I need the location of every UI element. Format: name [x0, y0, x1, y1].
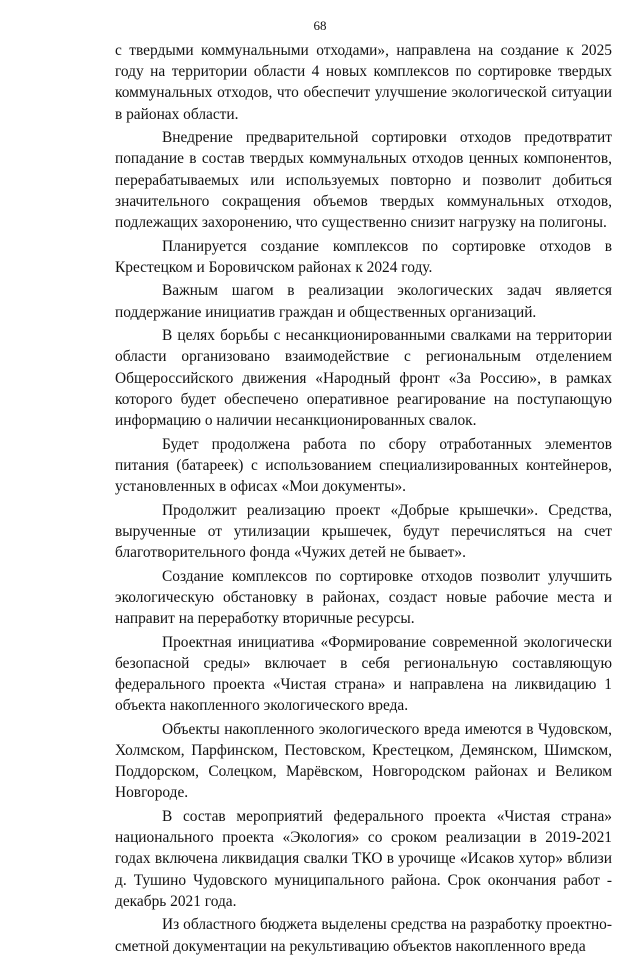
- paragraph: с твердыми коммунальными отходами», направлена на создание к 2025 году на территории области 4 новых комплексов по сортировке твердых коммунальных отходов, что обеспечит улучшение экологической ситуации в районах области.: [115, 42, 612, 123]
- page-number: 68: [313, 18, 327, 33]
- paragraph: В состав мероприятий федерального проекта «Чистая страна» национального проекта «Экология» со сроком реализации в 2019-2021 годах включена ликвидация свалки ТКО в урочище «Исаков хутор» вблизи д. Тушино Чудовского муниципального района. Срок окончания работ - декабрь 2021 года.: [115, 808, 612, 910]
- paragraph: Планируется создание комплексов по сортировке отходов в Крестецком и Боровичском районах к 2024 году.: [115, 237, 612, 276]
- document-body: [115, 40, 612, 959]
- paragraph: Продолжит реализацию проект «Добрые крышечки». Средства, вырученные от утилизации крышечек, будут перечисляться на счет благотворительного фонда «Чужих детей не бывает».: [115, 501, 612, 562]
- paragraph: Важным шагом в реализации экологических задач является поддержание инициатив граждан и общественных организаций.: [115, 282, 612, 321]
- paragraph: Из областного бюджета выделены средства на разработку проектно-сметной документации на рекультивацию объектов накопленного вреда: [115, 916, 612, 955]
- paragraph: Создание комплексов по сортировке отходов позволит улучшить экологическую обстановку в районах, создаст новые рабочие места и направит на переработку вторичные ресурсы.: [115, 567, 612, 628]
- paragraph: Проектная инициатива «Формирование современной экологически безопасной среды» включает в себя региональную составляющую федерального проекта «Чистая страна» и направлена на ликвидацию 1 объекта накопленного экологического вреда.: [115, 633, 612, 715]
- paragraph: Внедрение предварительной сортировки отходов предотвратит попадание в состав твердых коммунальных отходов ценных компонентов, перерабатываемых или используемых повторно и позволит добиться значительного сокращения объемов твердых коммунальных отходов, подлежащих захоронению, что существенно снизит нагрузку на полигоны.: [115, 129, 612, 232]
- paragraph: Будет продолжена работа по сбору отработанных элементов питания (батареек) с использованием специализированных контейнеров, установленных в офисах «Мои документы».: [115, 435, 612, 496]
- paragraph: В целях борьбы с несанкционированными свалками на территории области организовано взаимодействие с региональным отделением Общероссийского движения «Народный фронт «За Россию», в рамках которого будет обеспечено оперативное реагирование на поступающую информацию о наличии несанкционированных свалок.: [115, 327, 612, 430]
- paragraph: Объекты накопленного экологического вреда имеются в Чудовском, Холмском, Парфинском, Пестовском, Крестецком, Демянском, Шимском, Поддорском, Солецком, Марёвском, Новгородском районах и Великом Новгороде.: [115, 720, 612, 802]
